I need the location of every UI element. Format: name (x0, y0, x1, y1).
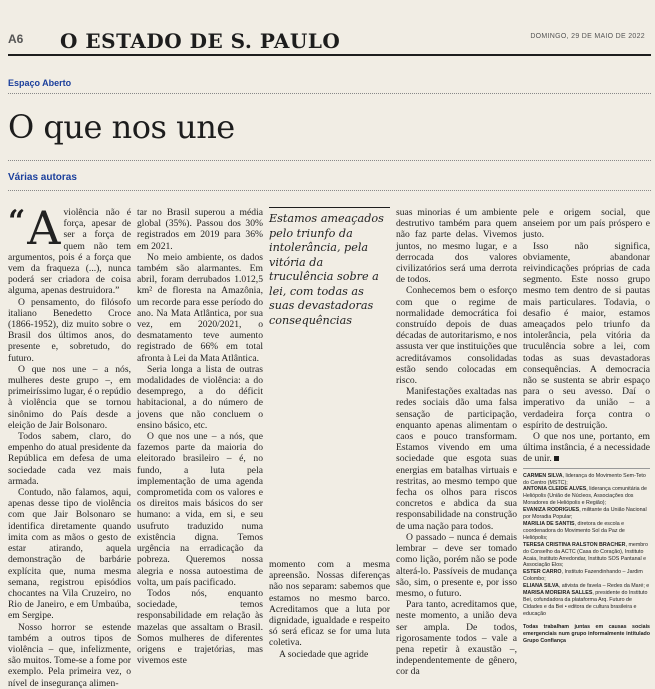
newspaper-name: O ESTADO DE S. PAULO (60, 29, 341, 53)
article-paragraph: Nosso horror se estende também a outros tipos de violência – que, infelizmente, são muitos. Tome-se a fome por exemplo. Pela primeira vez, o nível de insegurança alimen- (8, 621, 131, 689)
divider (8, 190, 651, 191)
pull-quote-rule (269, 207, 390, 208)
article-column-5 (523, 207, 650, 644)
group-footnote: Todas trabalham juntas em causas sociais emergenciais num grupo informalmente intitulado Grupo Confiança (523, 623, 650, 644)
article-paragraph: “ A violência não é força, apesar de ser a força de quem não tem argumentos, pois é a força que vem da fraqueza (...), nunca poderá ser criadora de coisa alguma, apenas destruidora.” (8, 201, 131, 297)
divider (8, 160, 651, 161)
article-paragraph: Para tanto, acreditamos que, neste momento, a união deva ser ampla. De todos, rigorosamente todos – vale a pena repetir à exaustão –, independentemente de gênero, cor da (396, 599, 517, 678)
article-paragraph: O que nos une – a nós, que fazemos parte da maioria do eleitorado brasileiro – é, no fundo, a luta pela implementação de uma agenda comprometida com os valores e os direitos mais básicos do ser humano: a vida, em si, e seu usufruto traduzido numa existência digna. Temos urgência na erradicação da pobreza. Queremos nossa alegria e nossa autoestima de volta, um país pacificado. (137, 431, 263, 588)
article-column-3 (269, 559, 390, 660)
article-paragraph: momento com a mesma apreensão. Nossas diferenças não nos separam: sabemos que estamos no mesmo barco. Acreditamos que a luta por dignidade, igualdade e respeito só será eficaz se for uma luta coletiva. (269, 559, 390, 649)
issue-date: DOMINGO, 29 DE MAIO DE 2022 (530, 33, 645, 40)
divider (8, 93, 651, 94)
credits-divider (523, 468, 650, 469)
article-paragraph: Conhecemos bem o esforço com que o regime de normalidade democrática foi construído depois de duas décadas de autoritarismo, e nos assusta ver que instituições que acreditávamos consolidadas estão sendo colocadas em risco. (396, 285, 517, 387)
article-paragraph: Seria longa a lista de outras modalidades de violência: a do desemprego, a do déficit habitacional, a do número de jovens que não concluem o ensino básico, etc. (137, 363, 263, 431)
article-paragraph: tar no Brasil superou a média global (35%). Passou dos 30% registrados em 2019 para 36% em 2021. (137, 207, 263, 252)
credit-entry: MARILIA DE SANTIS, diretora de escola e coordenadora do Movimento Sol da Paz de Heliópolis; (523, 521, 625, 541)
article-paragraph: O que nos une – a nós, mulheres deste grupo –, em primeiríssimo lugar, é o repúdio à violência que se tornou sinônimo do País desde a eleição de Jair Bolsonaro. (8, 363, 131, 431)
opening-quote-mark: “ (8, 204, 26, 239)
article-paragraph: No meio ambiente, os dados também são alarmantes. Em abril, foram derrubados 1.012,5 km² de floresta na Amazônia, um recorde para esse período do ano. Na Mata Atlântica, por sua vez, em 2020/2021, o desmatamento teve aumento registrado de 66% em total afronta à Lei da Mata Atlântica. (137, 251, 263, 364)
article-column-2 (137, 207, 263, 666)
author-credits (523, 473, 650, 618)
article-paragraph: Isso não significa, obviamente, abandonar reivindicações próprias de cada segmento. Este nosso grupo mesmo tem dentro de si pautas mais particulares. Todavia, o desafio é maior, estamos ameaçados pelo triunfo da intolerância, pela vitória da truculência sobre a lei, com todas as suas devastadoras consequências. A democracia não se sustenta se abrir espaço para o seu avesso. Daí o imperativo da união – a verdadeira força contra o espírito de destruição. (523, 240, 650, 431)
page-number: A6 (8, 32, 24, 46)
credit-entry: CARMEN SILVA, liderança do Movimento Sem-Teto do Centro (MSTC); (523, 472, 646, 486)
byline: Várias autoras (8, 172, 77, 183)
article-column-4 (396, 207, 517, 678)
credit-entry: EVANIZA RODRIGUES, militante da União Nacional por Moradia Popular; (523, 507, 647, 521)
credit-entry: ESTER CARRO, Instituto Fazendinhando – Jardim Colombo; (523, 569, 643, 583)
drop-cap: A (27, 201, 61, 255)
article-paragraph: O que nos une, portanto, em última instância, é a necessidade de unir. (523, 431, 650, 465)
article-paragraph: Contudo, não falamos, aqui, apenas desse tipo de violência com que Jair Bolsonaro se identifica diretamente quando imita com as mãos o gesto de estar atirando, aquela demonstração de barbárie explícita que, numa mesma semana, registrou episódios chocantes na Vila Cruzeiro, no Rio de Janeiro, e em Umbaúba, em Sergipe. (8, 487, 131, 622)
headline: O que nos une (8, 108, 235, 146)
newspaper-header (8, 30, 651, 56)
article-paragraph: O passado – nunca é demais lembrar – deve ser tomado como lição, porém não se pode alterá-lo. Passíveis de mudança são, sim, o presente e, por isso mesmo, o futuro. (396, 531, 517, 599)
section-label: Espaço Aberto (8, 78, 72, 88)
article-paragraph: suas minorias é um ambiente destrutivo também para quem não faz parte delas. Vivemos juntos, no mesmo lugar, e a derrocada dos valores civilizatórios será uma derrota de todos. (396, 207, 517, 286)
article-column-1 (8, 201, 131, 689)
credit-entry: TERESA CRISTINA RALSTON BRACHER, membro do Conselho da ACTC (Casa do Coração), Instituto Acaia, Instituto Arredondar, Instituto SOS Pantanal e Associação Elos; (523, 541, 648, 569)
credit-entry: ELIANA SILVA, ativista de favela – Redes da Maré; e (523, 583, 650, 590)
pull-quote-text: Estamos ameaçados pelo triunfo da intolerância, pela vitória da truculência sobre a lei, com todas as suas devastadoras consequências (269, 212, 384, 327)
article-paragraph: pele e origem social, que anseiem por um país próspero e justo. (523, 207, 650, 241)
article-paragraph: Todos sabem, claro, do empenho do atual presidente da República em defesa de uma sociedade cada vez mais armada. (8, 431, 131, 487)
article-paragraph: Manifestações exaltadas nas redes sociais dão uma falsa sensação de participação, enquanto apenas alimentam o caos e pouco transformam. Estamos vivendo em uma sociedade que esgota suas energias em batalhas virtuais e restritas, ao mesmo tempo que fecha os olhos para riscos concretos e abdica da sua responsabilidade na construção de uma nação para todos. (396, 386, 517, 532)
end-of-article-mark (554, 456, 559, 461)
article-paragraph: Todos nós, enquanto sociedade, temos responsabilidade em relação às mazelas que assaltam o Brasil. Somos mulheres de diferentes origens e trajetórias, mas vivemos este (137, 587, 263, 667)
pull-quote (269, 207, 390, 543)
article-paragraph: A sociedade que agride (279, 648, 369, 660)
credit-entry: ANTONIA CLEIDE ALVES, liderança comunitária de Heliópolis (União de Núcleos, Associações dos Moradores de Heliópolis e Região); (523, 486, 647, 507)
article-paragraph: O pensamento, do filósofo italiano Benedetto Croce (1866-1952), diz muito sobre o Brasil dos últimos anos, do presente e, sobretudo, do futuro. (8, 296, 131, 364)
credit-entry: MARISA MOREIRA SALLES, presidente do Instituto Bei, cofundadora da plataforma Arq. Futuro de Cidades e da Bei • editora de cultura brasileira e educação (523, 590, 648, 617)
